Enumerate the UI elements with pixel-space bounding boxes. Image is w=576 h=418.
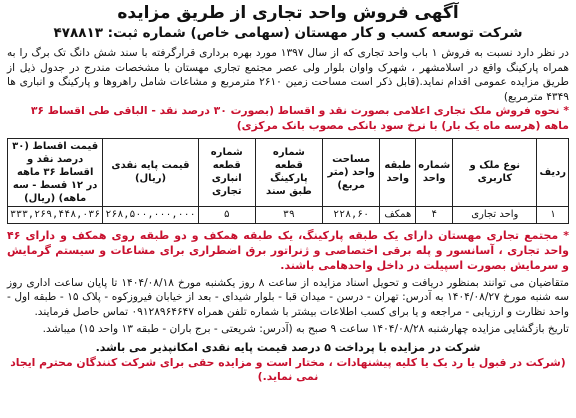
notice-title: آگهی فروش واحد تجاری از طریق مزایده xyxy=(117,3,459,23)
property-table xyxy=(7,138,569,224)
col-storage: شماره قطعه انباری تجاری xyxy=(198,138,255,206)
payment-terms: * نحوه فروش ملک تجاری اعلامی بصورت نقد و اقساط (بصورت ۳۰ درصد نقد - الباقی طی اقساط ۳۶ ماهه (هرسه ماه یک بار) با نرخ سود بانکی مصوب بانک مرکزی) xyxy=(30,104,569,132)
cell-floor: همکف xyxy=(380,206,416,223)
col-type: نوع ملک و کاربری xyxy=(453,138,537,206)
col-parking: شماره قطعه پارکینگ طبق سند xyxy=(255,138,322,206)
col-unit-no: شماره واحد xyxy=(416,138,453,206)
cell-base-price: ۲۶۸,۵۰۰,۰۰۰,۰۰۰ xyxy=(103,206,198,223)
col-row: ردیف xyxy=(537,138,569,206)
cell-type: واحد تجاری xyxy=(453,206,537,223)
col-installment: قیمت اقساط (۳۰ درصد نقد و اقساط ۳۶ ماهه در ۱۲ قسط - سه ماهه) (ریال) xyxy=(8,138,103,206)
opening-paragraph: تاریخ بازگشایی مزایده چهارشنبه ۱۴۰۴/۰۸/۲۸ ساعت ۹ صبح به (آدرس: شریعتی - برج باران - طبقه ۱۳ واحد ۱۵) میباشد. xyxy=(42,323,569,336)
col-area: مساحت واحد (متر مربع) xyxy=(322,138,379,206)
company-subtitle: شرکت توسعه کسب و کار مهستان (سهامی خاص) شماره ثبت: ۴۷۸۸۱۳ xyxy=(53,25,523,41)
cell-parking: ۳۹ xyxy=(255,206,322,223)
complex-note: * مجتمع تجاری مهستان دارای یک طبقه پارکینگ، یک طبقه همکف و دو طبقه روی همکف و دارای ۴۶ واحد تجاری ، آسانسور و پله برقی اختصاصی و ژنراتور برق اضطراری برای مشاعات و سیستم گرمایش و سرمایش بصورت اسپیلت در داخل واحدهامی باشند. xyxy=(7,228,569,272)
rights-note: (شرکت در قبول یا رد یک یا کلیه پیشنهادات ، مختار است و مزایده حقی برای شرکت کنندگان محترم ایجاد نمی نماید.) xyxy=(10,355,566,383)
intro-paragraph: در نظر دارد نسبت به فروش ۱ باب واحد تجاری که از سال ۱۳۹۷ مورد بهره برداری قرارگرفته با سند شش دانگ تک برگ را به همراه پارکینگ واقع در اسلامشهر ، شهرک واوان بلوار ولی عصر مجتمع تجاری مهستان با مشخصات مندرج در جدول ذیل از طریق مزایده عمومی اقدام نماید.(قابل ذکر است مساحت زمین ۲۶۱۰ مترمربع و مشاعات شامل راهروها و پارکینگ و انباری ها ۴۳۴۹ مترمربع) xyxy=(7,47,569,103)
col-floor: طبقه واحد xyxy=(380,138,416,206)
cell-storage: ۵ xyxy=(198,206,255,223)
cell-installment: ۳۳۳,۲۶۹,۴۴۸,۰۳۶ xyxy=(8,206,103,223)
cell-row: ۱ xyxy=(537,206,569,223)
cell-unit-no: ۴ xyxy=(416,206,453,223)
col-base-price: قیمت پایه نقدی (ریال) xyxy=(103,138,198,206)
table-row xyxy=(8,206,569,223)
cell-area: ۲۲۸,۶۰ xyxy=(322,206,379,223)
deposit-note: شرکت در مزایده با پرداخت ۵ درصد قیمت پایه نقدی امکانپذیر می باشد. xyxy=(95,340,481,354)
documents-paragraph: متقاضیان می توانند بمنظور دریافت و تحویل اسناد مزایده از ساعت ۸ روز یکشنبه مورخ ۱۴۰۴/۰۸/۱۸ تا پایان ساعت اداری روز سه شنبه مورخ ۱۴۰۴/۰۸/۲۷ به آدرس: تهران - درسن - میدان قبا - بلوار شیدای - بعد از خیابان فیروزکوه - پلاک ۱۵ - طبقه اول - واحد نظارت و ارزیابی - مراجعه و یا برای کسب اطلاعات بیشتر با شماره تلفن همراه ۰۹۱۲۸۹۶۴۶۴۷ تماس حاصل فرمایند. xyxy=(7,276,569,318)
table-header-row xyxy=(8,138,569,206)
